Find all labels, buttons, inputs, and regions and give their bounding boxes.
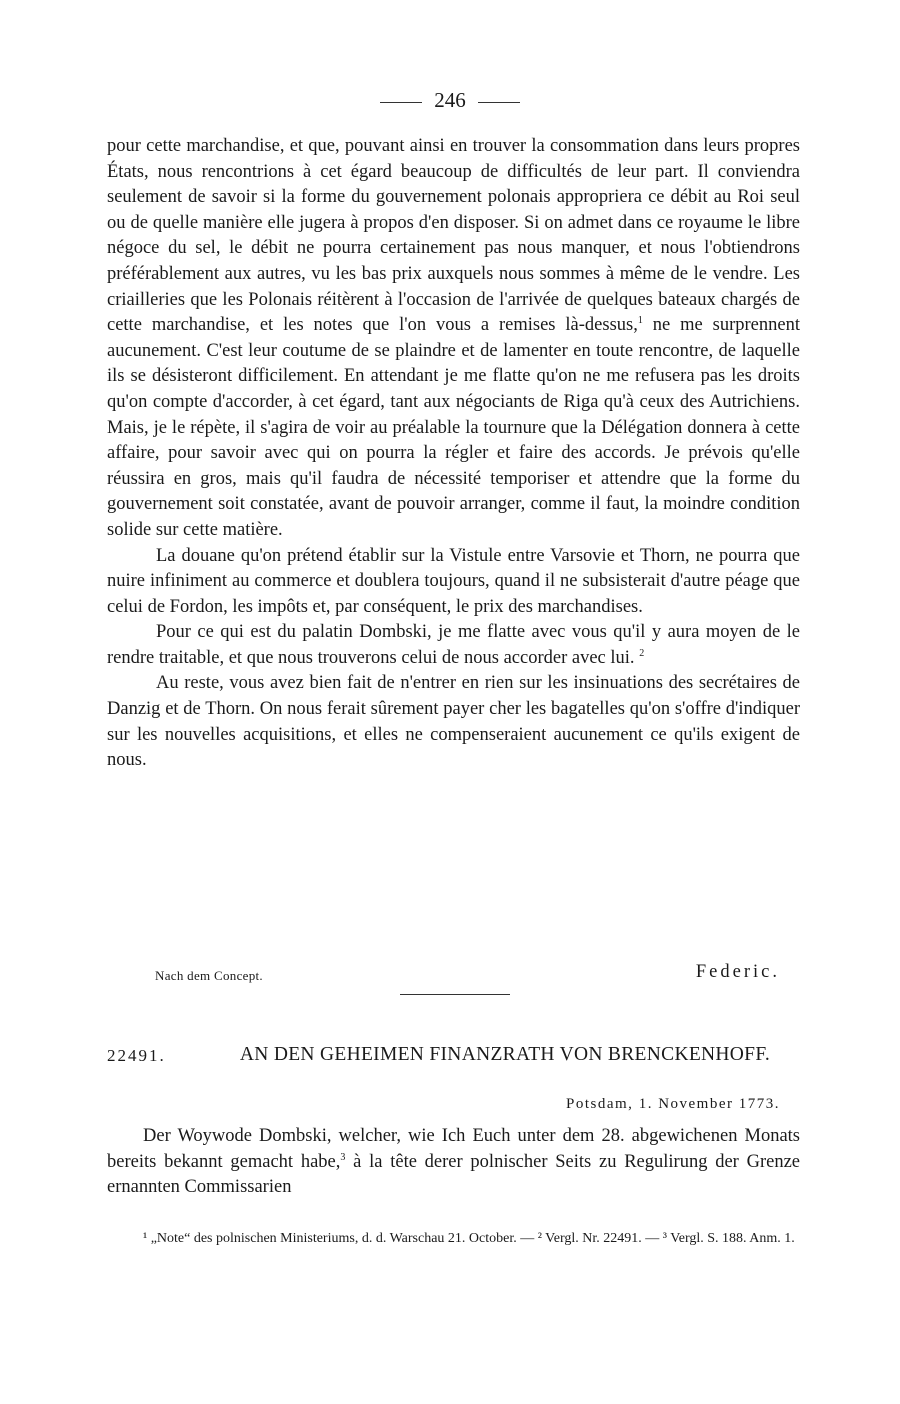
- paragraph-text: Der Woywode Dombski, welcher, wie Ich Euch unter dem 28. abgewichenen Monats bereits bekannt gemacht habe,: [107, 1126, 800, 1172]
- section-divider: [400, 994, 510, 995]
- body-paragraph: [107, 134, 800, 544]
- header-rule-left: [380, 102, 422, 103]
- header-rule-right: [478, 102, 520, 103]
- page-number: 246: [434, 88, 466, 112]
- signature: Federic.: [695, 962, 780, 982]
- paragraph-text: Pour ce qui est du palatin Dombski, je me flatte avec vous qu'il y aura moyen de le rendre traitable, et que nous trouverons celui de nous accorder avec lui.: [107, 622, 800, 668]
- dateline-place: Potsdam,: [566, 1096, 634, 1112]
- footnote-mark: 3: [340, 1151, 346, 1163]
- footnotes: [107, 1228, 800, 1250]
- dateline: [566, 1096, 780, 1113]
- source-note: Nach dem Concept.: [155, 968, 263, 983]
- paragraph-text: La douane qu'on prétend établir sur la Vistule entre Varsovie et Thorn, ne pourra que nuire infiniment au commerce et doublera toujours, quand il ne subsisterait d'autre péage que celui de Fordon, les impôts et, par conséquent, le prix des marchandises.: [107, 545, 800, 617]
- body-paragraph: [107, 671, 800, 773]
- document-title: AN DEN GEHEIMEN FINANZRATH VON BRENCKENHOFF.: [239, 1044, 771, 1065]
- body-text: [107, 134, 800, 774]
- letter-text: [107, 1124, 800, 1201]
- dateline-date: 1. November 1773.: [638, 1096, 780, 1112]
- body-paragraph: [107, 620, 800, 671]
- footnote-text: ¹ „Note“ des polnischen Ministeriums, d. d. Warschau 21. October. — ² Vergl. Nr. 22491. — ³ Vergl. S. 188. Anm. 1.: [143, 1231, 795, 1246]
- page-header: [0, 86, 900, 114]
- paragraph-text: ne me surprennent aucunement. C'est leur coutume de se plaindre et de lamenter en toute rencontre, de laquelle ils se désisteront difficilement. En attendant je me flatte qu'on ne me refusera pas les droits qu'on compte d'accorder, à cet égard, tant aux négociants de Riga qu'à ceux des Autrichiens. Mais, je le répète, il s'agira de voir au préalable la tournure que la Délégation donnera à cette affaire, pour savoir avec qui on pourra la régler et faire des accords. Je prévois qu'elle réussira en gros, mais qu'il faudra de nécessité temporiser et attendre que la forme du gouvernement soit constatée, avant de pouvoir arranger, comme il faut, la moindre condition solide sur cette matière.: [107, 315, 800, 540]
- body-paragraph: [107, 544, 800, 621]
- letter-paragraph: [107, 1124, 800, 1201]
- footnote-mark: 1: [637, 315, 643, 326]
- paragraph-text: à la tête derer polnischer Seits zu Regulirung der Grenze ernannten Commissarien: [107, 1151, 800, 1198]
- footnote-mark: 2: [639, 647, 645, 659]
- closing-row: [155, 962, 780, 988]
- paragraph-text: pour cette marchandise, et que, pouvant ainsi en trouver la consommation dans leurs propres États, nous rencontrions à cet égard beaucoup de difficultés de leur part. Il conviendra seulement de savoir si la forme du gouvernement polonais appropriera ce débit au Roi seul ou de quelle manière elle jugera à propos d'en disposer. Si on admet dans ce royaume le libre négoce du sel, le débit ne pourra certainement pas nous manquer, et nous l'obtiendrons préférablement aux autres, vu les bas prix auxquels nous sommes à même de le vendre. Les criailleries que les Polonais réitèrent à l'occasion de l'arrivée de quelques bateaux chargés de cette marchandise, et les notes que l'on vous a remises là-dessus,: [107, 136, 800, 336]
- paragraph-text: Au reste, vous avez bien fait de n'entrer en rien sur les insinuations des secrétaires de Danzig et de Thorn. On nous ferait sûrement payer cher les bagatelles qu'on s'offre d'indiquer sur les nouvelles acquisitions, et elles ne compenseraient aucunement ce qu'ils exigent de nous.: [107, 673, 800, 771]
- document-number: 22491.: [107, 1046, 166, 1065]
